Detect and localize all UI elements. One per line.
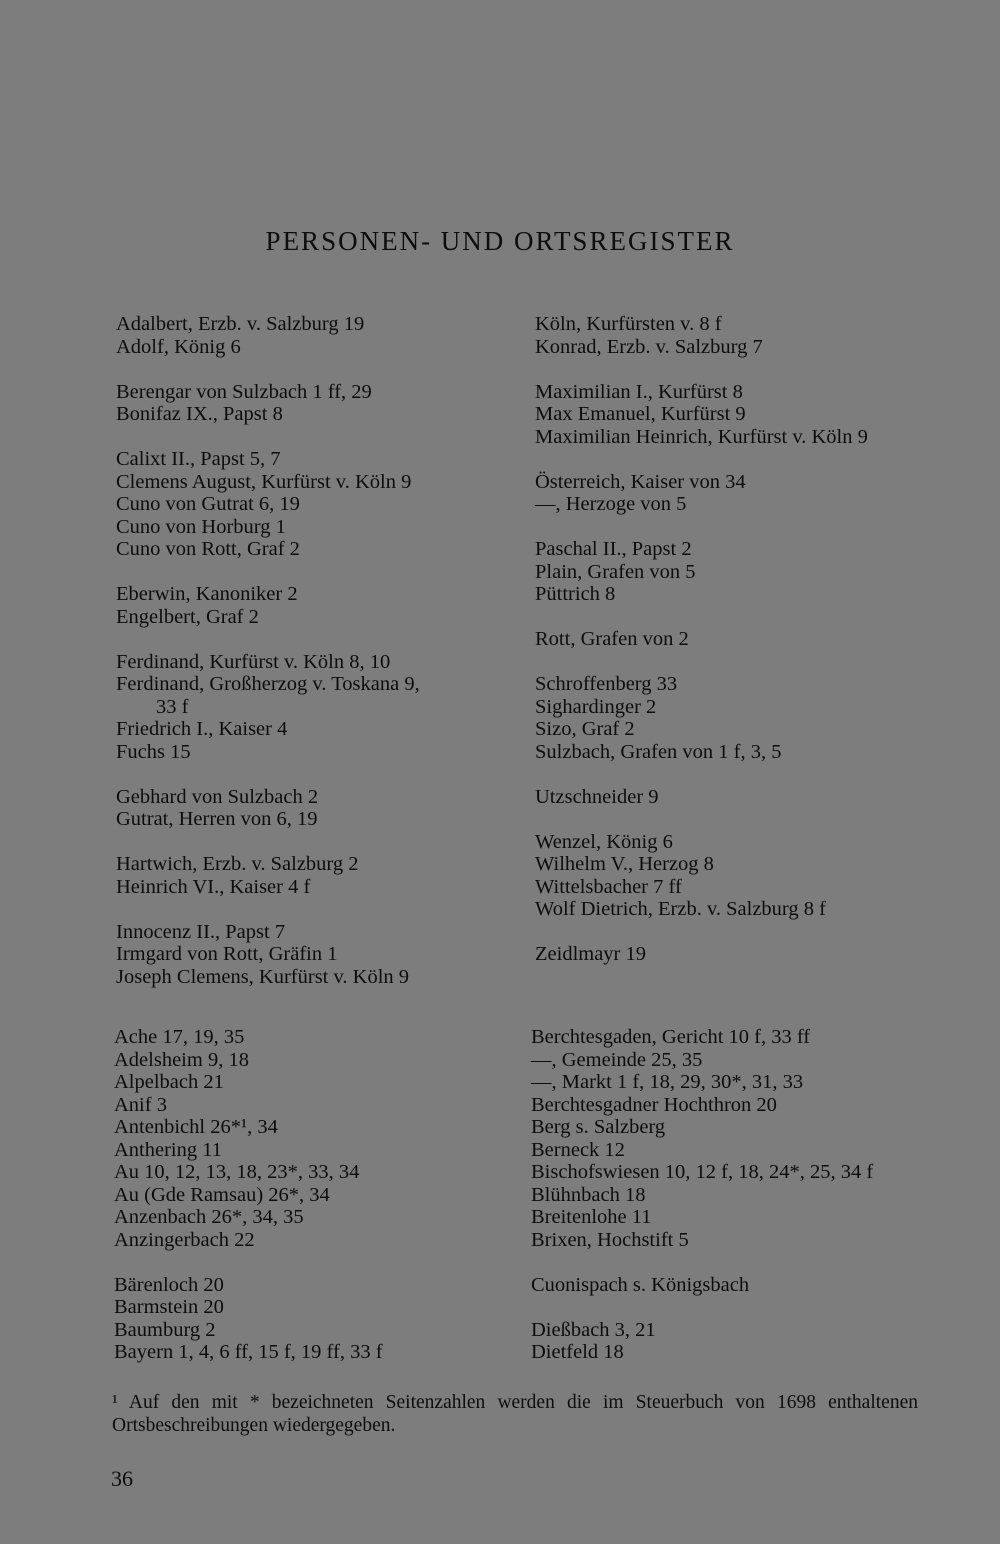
page-number: 36: [111, 1466, 133, 1491]
index-entry: Schroffenberg 33: [535, 673, 678, 695]
persons-column-left: [116, 313, 420, 988]
index-entry: Max Emanuel, Kurfürst 9: [535, 403, 746, 425]
index-entry: 33 f: [156, 695, 189, 718]
index-entry: Fuchs 15: [116, 740, 191, 763]
index-entry: Paschal II., Papst 2: [535, 538, 692, 560]
blank-line: [535, 516, 868, 539]
blank-line: [116, 426, 420, 449]
index-entry: Sighardinger 2: [535, 695, 657, 718]
index-entry: Anzingerbach 22: [114, 1228, 255, 1251]
index-entry: Maximilian I., Kurfürst 8: [535, 380, 743, 403]
index-entry: Bärenloch 20: [114, 1273, 224, 1296]
index-entry: Bonifaz IX., Papst 8: [116, 403, 283, 425]
index-entry: Calixt II., Papst 5, 7: [116, 448, 281, 470]
index-entry: Gutrat, Herren von 6, 19: [116, 808, 318, 830]
blank-line: [531, 1296, 873, 1319]
index-entry: Bischofswiesen 10, 12 f, 18, 24*, 25, 34 f: [531, 1161, 874, 1183]
index-entry: Adalbert, Erzb. v. Salzburg 19: [116, 313, 365, 335]
blank-line: [116, 358, 420, 381]
index-entry: Au 10, 12, 13, 18, 23*, 33, 34: [114, 1161, 360, 1183]
index-entry: Püttrich 8: [535, 583, 616, 605]
places-column-right: [531, 1026, 873, 1364]
index-entry: Plain, Grafen von 5: [535, 560, 696, 583]
index-entry: Wenzel, König 6: [535, 830, 673, 853]
index-entry: Joseph Clemens, Kurfürst v. Köln 9: [116, 965, 410, 988]
index-entry: Cuno von Gutrat 6, 19: [116, 493, 300, 515]
index-entry: Maximilian Heinrich, Kurfürst v. Köln 9: [535, 425, 868, 448]
index-entry: Utzschneider 9: [535, 785, 659, 808]
index-entry: Sizo, Graf 2: [535, 718, 635, 740]
index-entry: Baumburg 2: [114, 1318, 216, 1341]
index-entry: Rott, Grafen von 2: [535, 628, 689, 650]
index-entry: Berchtesgadner Hochthron 20: [531, 1093, 777, 1116]
blank-line: [535, 763, 868, 786]
index-entry: Wittelsbacher 7 ff: [535, 875, 682, 898]
index-entry: Zeidlmayr 19: [535, 943, 647, 965]
index-entry: Gebhard von Sulzbach 2: [116, 785, 319, 808]
index-entry: Hartwich, Erzb. v. Salzburg 2: [116, 853, 359, 875]
index-entry: Anzenbach 26*, 34, 35: [114, 1206, 304, 1228]
index-entry: —, Gemeinde 25, 35: [531, 1048, 703, 1071]
index-entry: Ache 17, 19, 35: [114, 1026, 245, 1048]
blank-line: [116, 831, 420, 854]
blank-line: [116, 898, 420, 921]
index-entry: —, Markt 1 f, 18, 29, 30*, 31, 33: [531, 1071, 804, 1093]
index-entry: Ferdinand, Großherzog v. Toskana 9,: [116, 673, 420, 695]
index-entry: Wolf Dietrich, Erzb. v. Salzburg 8 f: [535, 898, 826, 920]
index-entry: Dietfeld 18: [531, 1341, 624, 1363]
index-entry: Berneck 12: [531, 1138, 625, 1161]
index-entry: Cuno von Horburg 1: [116, 515, 286, 538]
footnote: ¹ Auf den mit * bezeichneten Seitenzahlen werden die im Steuerbuch von 1698 enthaltenen Ortsbeschreibungen wiedergegeben.: [112, 1392, 918, 1436]
index-entry: —, Herzoge von 5: [535, 493, 687, 515]
index-entry: Cuno von Rott, Graf 2: [116, 538, 300, 560]
index-entry: Irmgard von Rott, Gräfin 1: [116, 943, 338, 965]
index-entry: Sulzbach, Grafen von 1 f, 3, 5: [535, 740, 782, 763]
blank-line: [535, 651, 868, 674]
index-entry: Wilhelm V., Herzog 8: [535, 853, 714, 875]
index-entry: Konrad, Erzb. v. Salzburg 7: [535, 335, 763, 358]
index-entry: Dießbach 3, 21: [531, 1318, 656, 1341]
index-entry: Österreich, Kaiser von 34: [535, 470, 746, 493]
index-entry: Breitenlohe 11: [531, 1206, 652, 1228]
index-entry: Engelbert, Graf 2: [116, 605, 259, 628]
index-entry: Clemens August, Kurfürst v. Köln 9: [116, 470, 412, 493]
index-entry: Au (Gde Ramsau) 26*, 34: [114, 1183, 330, 1206]
places-column-left: [114, 1026, 383, 1364]
index-entry: Innocenz II., Papst 7: [116, 920, 286, 943]
index-entry: Berg s. Salzberg: [531, 1116, 666, 1138]
index-entry: Friedrich I., Kaiser 4: [116, 718, 288, 740]
index-entry: Adelsheim 9, 18: [114, 1048, 249, 1071]
persons-column-right: [535, 313, 868, 966]
blank-line: [116, 763, 420, 786]
blank-line: [535, 921, 868, 944]
index-entry: Bayern 1, 4, 6 ff, 15 f, 19 ff, 33 f: [114, 1341, 383, 1363]
blank-line: [531, 1251, 873, 1274]
index-entry: Cuonispach s. Königsbach: [531, 1273, 750, 1296]
blank-line: [116, 561, 420, 584]
index-entry: Barmstein 20: [114, 1296, 224, 1318]
blank-line: [535, 808, 868, 831]
blank-line: [535, 358, 868, 381]
index-entry: Anthering 11: [114, 1138, 222, 1161]
page-title: PERSONEN- UND ORTSREGISTER: [265, 226, 735, 256]
index-entry: Berchtesgaden, Gericht 10 f, 33 ff: [531, 1026, 811, 1048]
index-entry: Ferdinand, Kurfürst v. Köln 8, 10: [116, 650, 391, 673]
index-entry: Anif 3: [114, 1093, 167, 1116]
index-entry: Adolf, König 6: [116, 335, 241, 358]
index-entry: Eberwin, Kanoniker 2: [116, 583, 298, 605]
index-entry: Berengar von Sulzbach 1 ff, 29: [116, 380, 372, 403]
blank-line: [116, 628, 420, 651]
index-entry: Heinrich VI., Kaiser 4 f: [116, 875, 311, 898]
blank-line: [535, 606, 868, 629]
index-entry: Köln, Kurfürsten v. 8 f: [535, 313, 722, 335]
blank-line: [114, 1251, 383, 1274]
index-entry: Blühnbach 18: [531, 1183, 646, 1206]
blank-line: [535, 448, 868, 471]
index-entry: Brixen, Hochstift 5: [531, 1228, 689, 1251]
index-entry: Antenbichl 26*¹, 34: [114, 1116, 278, 1138]
index-entry: Alpelbach 21: [114, 1071, 224, 1093]
